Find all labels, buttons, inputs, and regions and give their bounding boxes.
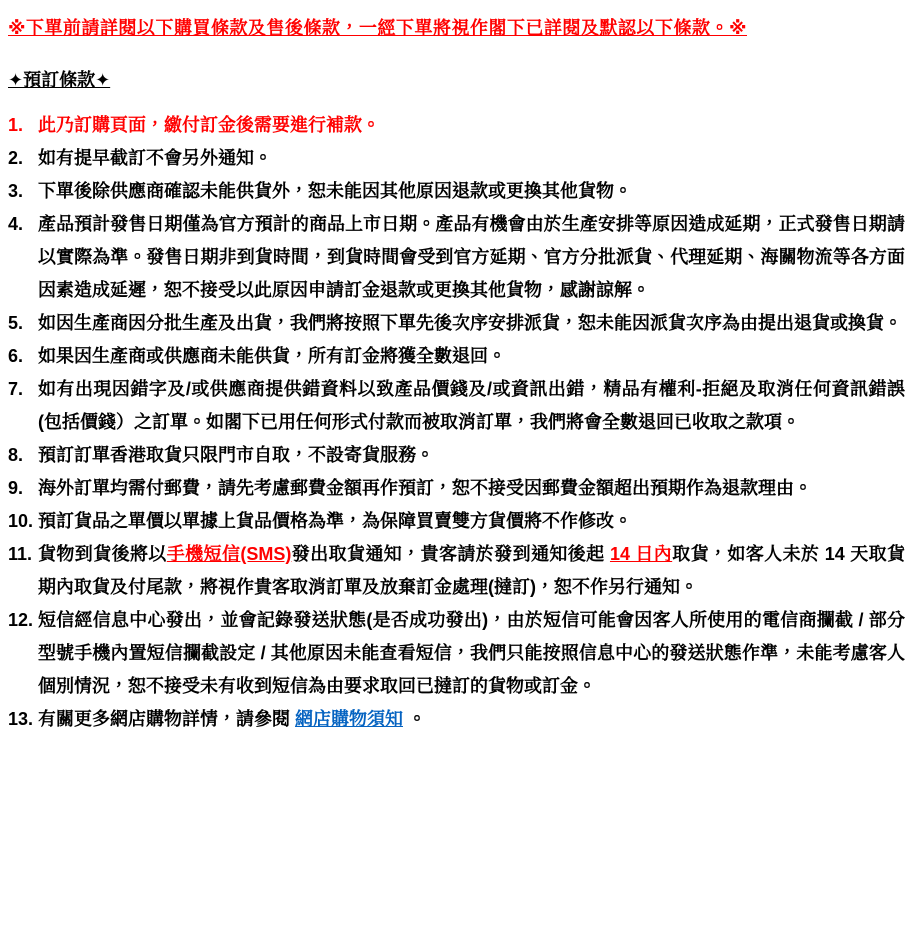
terms-item: [8, 175, 905, 208]
item-number: 6.: [8, 346, 24, 366]
item-number: 8.: [8, 445, 24, 465]
item-text-segment: 取貨，如客人未於 14 天取貨期內取貨及付尾款，將視作貴客取消訂單及放棄訂金處理(撻訂)，恕不作另行通知。: [38, 544, 905, 597]
item-text: [38, 610, 905, 696]
item-number: 10.: [8, 511, 34, 531]
terms-item: [8, 142, 905, 175]
item-number: 9.: [8, 478, 24, 498]
item-text-segment: 產品預計發售日期僅為官方預計的商品上市日期。產品有機會由於生產安排等原因造成延期，正式發售日期請以實際為準。發售日期非到貨時間，到貨時間會受到官方延期、官方分批派貨、代理延期、海關物流等各方面因素造成延遲，恕不接受以此原因申請訂金退款或更換其他貨物，感謝諒解。: [38, 214, 905, 300]
terms-item: [8, 505, 905, 538]
terms-item: [8, 439, 905, 472]
terms-item: [8, 703, 905, 736]
item-text-segment: 下單後除供應商確認未能供貨外，恕未能因其他原因退款或更換其他貨物。: [38, 181, 632, 201]
item-text-segment: 如有提早截訂不會另外通知。: [38, 148, 272, 168]
item-text: [38, 313, 902, 333]
item-text: [38, 214, 905, 300]
item-number: 3.: [8, 181, 24, 201]
item-number: 1.: [8, 115, 24, 135]
deadline-highlight: 14 日內: [609, 544, 673, 564]
item-text: [38, 181, 632, 201]
item-number: 4.: [8, 214, 24, 234]
item-number: 12.: [8, 610, 34, 630]
terms-item: [8, 109, 905, 142]
terms-list: [8, 109, 905, 736]
item-text: [38, 379, 905, 432]
terms-item: [8, 373, 905, 439]
item-text-segment: 如有出現因錯字及/或供應商提供錯資料以致產品價錢及/或資訊出錯，精品有權利-拒絕及取消任何資訊錯誤(包括價錢）之訂單。如閣下已用任何形式付款而被取消訂單，我們將會全數退回已收取之款項。: [38, 379, 905, 432]
terms-item: [8, 307, 905, 340]
item-text-segment: 貨物到貨後將以: [38, 544, 167, 564]
preorder-terms-title: ✦預訂條款✦: [8, 70, 111, 90]
item-number: 2.: [8, 148, 24, 168]
item-number: 7.: [8, 379, 24, 399]
item-text: [38, 346, 506, 366]
terms-item: [8, 340, 905, 373]
item-number: 13.: [8, 709, 34, 729]
item-text: [38, 445, 434, 465]
item-text-segment: 此乃訂購頁面，繳付訂金後需要進行補款。: [38, 115, 380, 135]
item-text: [38, 115, 380, 135]
item-text-segment: 。: [403, 709, 427, 729]
item-text-segment: 預訂訂單香港取貨只限門市自取，不設寄貨服務。: [38, 445, 434, 465]
item-text-segment: 海外訂單均需付郵費，請先考慮郵費金額再作預訂，恕不接受因郵費金額超出預期作為退款理由。: [38, 478, 812, 498]
item-text-segment: 有關更多網店購物詳情，請參閱: [38, 709, 295, 729]
terms-item: [8, 208, 905, 307]
shop-guide-link[interactable]: 網店購物須知: [295, 709, 403, 729]
terms-item: [8, 604, 905, 703]
item-number: 5.: [8, 313, 24, 333]
sms-highlight: 手機短信(SMS): [166, 544, 292, 564]
item-text: [38, 544, 905, 597]
terms-item: [8, 472, 905, 505]
item-text: [38, 478, 812, 498]
terms-item: [8, 538, 905, 604]
item-text-segment: 如果因生產商或供應商未能供貨，所有訂金將獲全數退回。: [38, 346, 506, 366]
item-text: [38, 709, 426, 729]
item-text-segment: 如因生產商因分批生產及出貨，我們將按照下單先後次序安排派貨，恕未能因派貨次序為由提出退貨或換貨。: [38, 313, 902, 333]
item-text: [38, 148, 272, 168]
terms-notice-header: ※下單前請詳閱以下購買條款及售後條款，一經下單將視作閣下已詳閱及默認以下條款。※: [8, 18, 747, 38]
item-text-segment: 短信經信息中心發出，並會記錄發送狀態(是否成功發出)，由於短信可能會因客人所使用的電信商攔截 / 部分型號手機內置短信攔截設定 / 其他原因未能查看短信，我們只能按照信息中心的發送狀態作準，未能考慮客人個別情況，恕不接受未有收到短信為由要求取回已撻訂的貨物或訂金。: [38, 610, 905, 696]
item-text-segment: 發出取貨通知，貴客請於發到通知後起: [291, 544, 610, 564]
item-text-segment: 預訂貨品之單價以單據上貨品價格為準，為保障買賣雙方貨價將不作修改。: [38, 511, 632, 531]
item-number: 11.: [8, 544, 33, 564]
item-text: [38, 511, 632, 531]
